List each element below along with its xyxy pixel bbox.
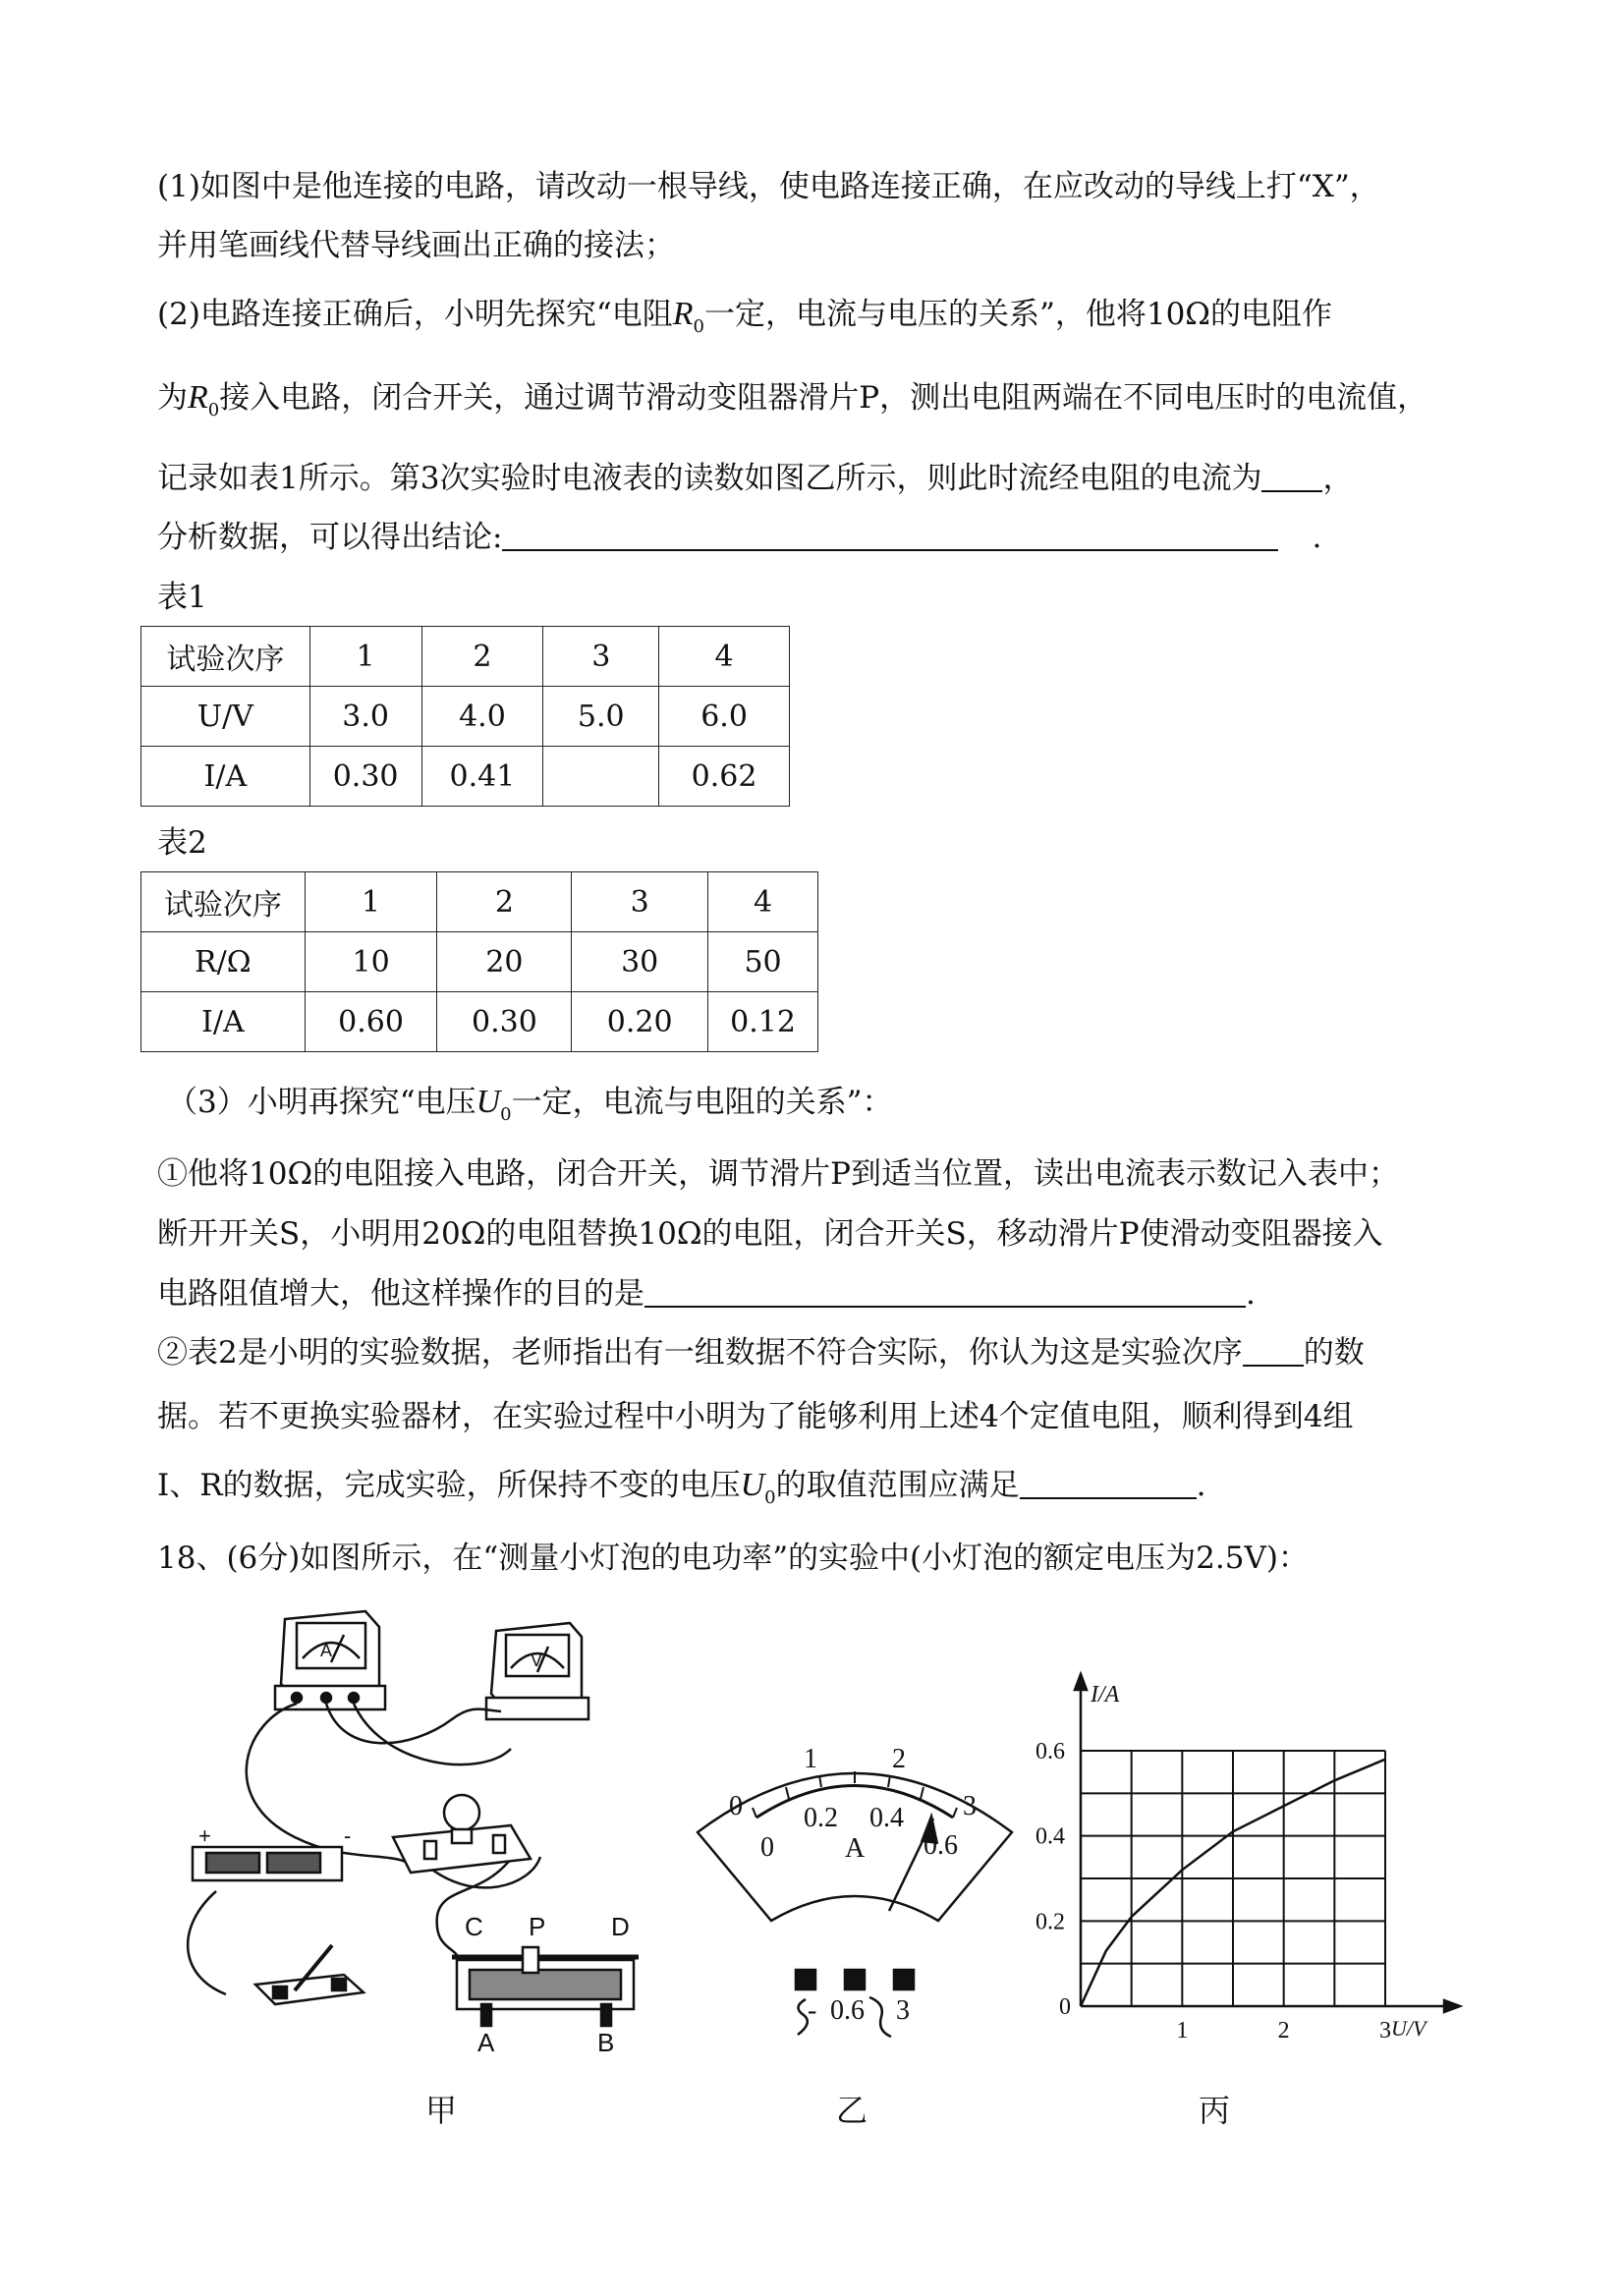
table1-caption: 表1 [157, 580, 207, 615]
var-u0: U [476, 1084, 501, 1120]
q18-text: 18、(6分)如图所示，在“测量小灯泡的电功率”的实验中(小灯泡的额定电压为2.5V)： [157, 1540, 1309, 1576]
inner-scale-0: 0 [760, 1832, 774, 1863]
switch-icon [255, 1945, 364, 2004]
table-cell: 3 [543, 627, 659, 687]
table-cell: 0.41 [421, 747, 543, 807]
table-row [141, 687, 790, 747]
table-cell: 1 [305, 872, 437, 932]
terminal-label-3: 3 [896, 1995, 910, 2026]
var-u0: U [740, 1467, 765, 1503]
var-r0: R [188, 379, 208, 416]
table-cell: 1 [309, 627, 421, 687]
y-tick-label: 0.2 [1035, 1909, 1065, 1935]
terminal-neg [796, 1970, 815, 1989]
table-cell: 0.30 [309, 747, 421, 807]
y-tick-label: 0.4 [1035, 1823, 1065, 1850]
text: . [1246, 1276, 1256, 1312]
answer-blank-conclusion[interactable] [502, 518, 1278, 551]
answer-blank-trial[interactable] [1243, 1333, 1304, 1367]
battery-icon [193, 1847, 342, 1880]
outer-scale-0: 0 [729, 1791, 743, 1821]
q17-part1-line1: (1)如图中是他连接的电路，请改动一根导线，使电路连接正确，在应改动的导线上打“X”， [157, 169, 1380, 204]
subscript: 0 [693, 316, 704, 337]
table-cell: 0.20 [572, 992, 708, 1052]
q17-part3-c2-line2: 据。若不更换实验器材，在实验过程中小明为了能够利用上述4个定值电阻，顺利得到4组 [157, 1399, 1354, 1434]
answer-blank-current[interactable] [1261, 459, 1322, 492]
table-cell: 2 [421, 627, 543, 687]
q17-part3-title [167, 1083, 892, 1135]
q17-part3-c1-line1: ①他将10Ω的电阻接入电路，闭合开关，调节滑片P到适当位置，读出电流表示数记入表中； [157, 1156, 1400, 1192]
figure-yi-ammeter [688, 1724, 1022, 2048]
voltmeter-label: V [531, 1651, 543, 1670]
table-2 [140, 871, 818, 1052]
table-row [141, 932, 818, 992]
rheostat-label-c: C [465, 1912, 483, 1941]
table-cell [543, 747, 659, 807]
table-cell: I/A [141, 747, 310, 807]
x-tick-label: 3 [1379, 2018, 1391, 2044]
answer-blank-purpose[interactable] [644, 1274, 1246, 1308]
inner-scale-04: 0.4 [869, 1803, 904, 1833]
q17-part3-c1-line3 [157, 1274, 1256, 1314]
table-cell: 0.12 [708, 992, 818, 1052]
text: 接入电路，闭合开关，通过调节滑动变阻器滑片P，测出电阻两端在不同电压时的电流值， [219, 380, 1428, 416]
ammeter-icon [275, 1611, 385, 1709]
text: I、R的数据，完成实验，所保持不变的电压 [157, 1468, 741, 1503]
y-axis-arrow [1075, 1674, 1087, 1690]
text: 电路阻值增大，他这样操作的目的是 [157, 1276, 644, 1312]
x-tick-label: 1 [1176, 2018, 1189, 2044]
table-cell: 4 [708, 872, 818, 932]
table-cell: U/V [141, 687, 310, 747]
q17-part3-c2-line1 [157, 1333, 1365, 1372]
table-cell: 6.0 [659, 687, 790, 747]
table-cell: 0.60 [305, 992, 437, 1052]
inner-scale-02: 0.2 [804, 1803, 838, 1833]
var-r0: R [672, 296, 694, 332]
text: 分析数据，可以得出结论: [157, 520, 503, 555]
text: . [1312, 520, 1322, 555]
x-axis-label: U/V [1391, 2016, 1427, 2041]
q17-part2-line3 [157, 459, 1353, 498]
table-cell: 2 [437, 872, 572, 932]
text: （3）小明再探究“电压 [167, 1085, 476, 1120]
y-tick-label: 0.6 [1035, 1739, 1065, 1764]
y-axis-label: I/A [1091, 1682, 1120, 1708]
table-header-row [141, 872, 818, 932]
text: 一定，电流与电压的关系”，他将10Ω的电阻作 [704, 297, 1332, 332]
q17-part1-line2: 并用笔画线代替导线画出正确的接法； [157, 228, 675, 263]
table-cell: 50 [708, 932, 818, 992]
subscript: 0 [500, 1104, 512, 1125]
q17-part3-c1-line2: 断开开关S，小明用20Ω的电阻替换10Ω的电阻，闭合开关S，移动滑片P使滑动变阻器接入 [157, 1216, 1383, 1252]
table-row [141, 747, 790, 807]
outer-scale-2: 2 [892, 1744, 906, 1774]
caption-yi: 乙 [836, 2092, 868, 2129]
answer-blank-voltage-range[interactable] [1020, 1466, 1197, 1499]
figure-jia-circuit [157, 1601, 668, 2063]
battery-plus-label: + [198, 1823, 211, 1848]
table-1 [140, 626, 790, 807]
table-cell: 5.0 [543, 687, 659, 747]
text: ②表2是小明的实验数据，老师指出有一组数据不符合实际，你认为这是实验次序 [157, 1335, 1243, 1371]
rheostat-label-b: B [597, 2028, 615, 2057]
caption-bing: 丙 [1199, 2092, 1231, 2129]
q17-part3-c2-line3 [157, 1466, 1205, 1518]
text: ， [1322, 461, 1354, 496]
x-tick-label: 2 [1277, 2018, 1290, 2044]
terminal-3 [894, 1970, 914, 1989]
table2-caption: 表2 [157, 825, 207, 861]
figure-bing-iu-chart [1032, 1670, 1464, 2053]
dial-unit-label: A [845, 1833, 866, 1864]
table-cell: 0.30 [437, 992, 572, 1052]
q17-part2-line2 [157, 378, 1427, 430]
text: 一定，电流与电阻的关系”： [511, 1085, 893, 1120]
table-row [141, 992, 818, 1052]
outer-scale-3: 3 [963, 1791, 977, 1821]
terminal-label-06: 0.6 [830, 1995, 865, 2026]
table-cell: 试验次序 [141, 627, 310, 687]
text: 记录如表1所示。第3次实验时电液表的读数如图乙所示，则此时流经电阻的电流为 [157, 461, 1262, 496]
subscript: 0 [764, 1487, 776, 1508]
ammeter-label: A [320, 1641, 333, 1660]
table-cell: 3.0 [309, 687, 421, 747]
bulb-icon [393, 1795, 531, 1873]
table-cell: R/Ω [141, 932, 306, 992]
table-cell: 30 [572, 932, 708, 992]
table-cell: 试验次序 [141, 872, 306, 932]
text: 的数 [1303, 1335, 1365, 1371]
rheostat-label-p: P [529, 1912, 546, 1941]
table-header-row [141, 627, 790, 687]
caption-jia: 甲 [425, 2092, 458, 2129]
rheostat-label-d: D [611, 1912, 630, 1941]
text: . [1196, 1468, 1206, 1503]
table-cell: 3 [572, 872, 708, 932]
terminal-label-neg: - [808, 1995, 817, 2026]
text: 为 [157, 380, 188, 416]
text: 的取值范围应满足 [775, 1468, 1020, 1503]
rheostat-label-a: A [477, 2028, 495, 2057]
table-cell: 0.62 [659, 747, 790, 807]
subscript: 0 [207, 400, 220, 420]
x-axis-arrow [1444, 2000, 1460, 2012]
y-tick-label: 0 [1059, 1994, 1071, 2020]
table-cell: 4 [659, 627, 790, 687]
table-cell: I/A [141, 992, 306, 1052]
q17-part2-line1 [157, 295, 1332, 347]
terminal-06 [845, 1970, 865, 1989]
outer-scale-1: 1 [804, 1744, 817, 1774]
battery-minus-label: - [344, 1823, 352, 1848]
table-cell: 4.0 [421, 687, 543, 747]
voltmeter-icon [486, 1623, 588, 1719]
table-cell: 20 [437, 932, 572, 992]
text: (2)电路连接正确后，小明先探究“电阻 [157, 297, 673, 332]
inner-scale-06: 0.6 [923, 1830, 958, 1861]
table-cell: 10 [305, 932, 437, 992]
q17-part2-line4 [157, 518, 1321, 557]
rheostat-icon [452, 1947, 639, 2026]
